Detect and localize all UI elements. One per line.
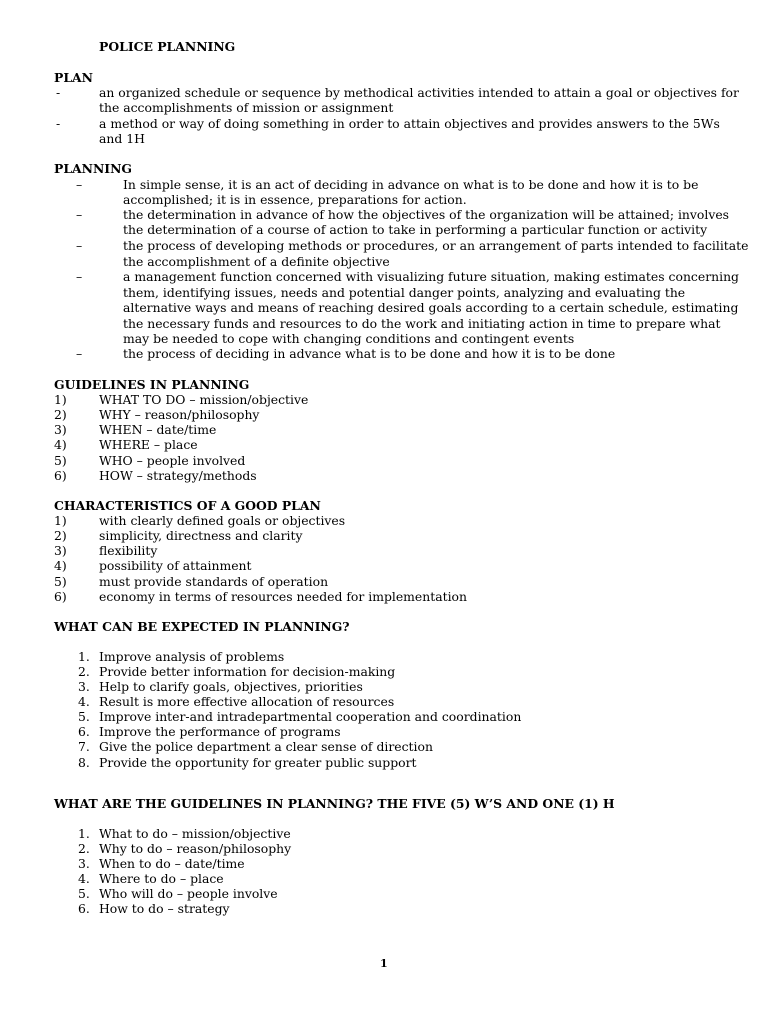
list-number: 5) (54, 453, 67, 468)
list-item: What to do – mission/objective (99, 826, 291, 841)
list-number: 4. (78, 871, 90, 886)
guidelines-heading: GUIDELINES IN PLANNING (54, 377, 250, 392)
list-number: 6. (78, 901, 90, 916)
list-item: WHAT TO DO – mission/objective (99, 392, 309, 407)
page-title: POLICE PLANNING (99, 39, 236, 54)
list-number: 2. (78, 664, 90, 679)
list-number: 6. (78, 724, 90, 739)
planning-item-line: In simple sense, it is an act of deciding in advance on what is to be done and how it is to be (123, 177, 699, 192)
planning-item-line: the process of deciding in advance what is to be done and how it is to be done (123, 346, 616, 361)
list-item: Provide the opportunity for greater public support (99, 755, 417, 770)
list-number: 5. (78, 886, 90, 901)
list-item: How to do – strategy (99, 901, 230, 916)
list-item: Why to do – reason/philosophy (99, 841, 292, 856)
plan-item-line: a method or way of doing something in order to attain objectives and provides answers to the 5Ws (99, 116, 720, 131)
list-item: Give the police department a clear sense of direction (99, 739, 433, 754)
list-number: 8. (78, 755, 90, 770)
list-number: 7. (78, 739, 90, 754)
list-item: Improve the performance of programs (99, 724, 341, 739)
list-item: WHERE – place (99, 437, 198, 452)
list-item: flexibility (99, 543, 158, 558)
planning-item-line: them, identifying issues, needs and potential danger points, analyzing and evaluating the (123, 285, 686, 300)
list-item: possibility of attainment (99, 558, 252, 573)
list-item: economy in terms of resources needed for implementation (99, 589, 467, 604)
five-ws-heading: WHAT ARE THE GUIDELINES IN PLANNING? THE FIVE (5) W’S AND ONE (1) H (54, 796, 615, 811)
list-number: 4. (78, 694, 90, 709)
plan-item-line: and 1H (99, 131, 145, 146)
list-number: 3. (78, 856, 90, 871)
list-item: Result is more effective allocation of resources (99, 694, 395, 709)
list-item: Improve analysis of problems (99, 649, 285, 664)
planning-item-marker: – (76, 207, 83, 222)
list-item: Help to clarify goals, objectives, priorities (99, 679, 363, 694)
list-number: 3. (78, 679, 90, 694)
list-item: Improve inter-and intradepartmental cooperation and coordination (99, 709, 522, 724)
planning-item-line: the process of developing methods or procedures, or an arrangement of parts intended to facilitate (123, 238, 749, 253)
list-number: 1) (54, 392, 67, 407)
list-item: Who will do – people involve (99, 886, 278, 901)
planning-item-marker: – (76, 238, 83, 253)
plan-item-marker: - (56, 85, 61, 100)
list-number: 1. (78, 826, 90, 841)
plan-heading: PLAN (54, 70, 93, 85)
list-item: WHO – people involved (99, 453, 246, 468)
list-item: simplicity, directness and clarity (99, 528, 303, 543)
expected-heading: WHAT CAN BE EXPECTED IN PLANNING? (54, 619, 350, 634)
list-item: Where to do – place (99, 871, 224, 886)
list-item: with clearly defined goals or objectives (99, 513, 346, 528)
planning-item-line: the accomplishment of a definite objective (123, 254, 390, 269)
planning-item-line: may be needed to cope with changing conditions and contingent events (123, 331, 575, 346)
plan-item-line: the accomplishments of mission or assignment (99, 100, 394, 115)
planning-heading: PLANNING (54, 161, 132, 176)
list-number: 4) (54, 437, 67, 452)
page-number: 1 (380, 957, 388, 970)
list-item: When to do – date/time (99, 856, 245, 871)
list-item: must provide standards of operation (99, 574, 329, 589)
planning-item-marker: – (76, 177, 83, 192)
list-number: 2) (54, 528, 67, 543)
planning-item-line: a management function concerned with visualizing future situation, making estimates concerning (123, 269, 739, 284)
list-number: 2. (78, 841, 90, 856)
plan-item-line: an organized schedule or sequence by methodical activities intended to attain a goal or objectives for (99, 85, 739, 100)
list-number: 2) (54, 407, 67, 422)
list-number: 6) (54, 468, 67, 483)
list-number: 5. (78, 709, 90, 724)
list-number: 3) (54, 543, 67, 558)
planning-item-line: accomplished; it is in essence, preparations for action. (123, 192, 467, 207)
list-number: 1. (78, 649, 90, 664)
list-number: 6) (54, 589, 67, 604)
list-item: WHY – reason/philosophy (99, 407, 260, 422)
list-item: HOW – strategy/methods (99, 468, 257, 483)
list-number: 1) (54, 513, 67, 528)
list-item: Provide better information for decision-making (99, 664, 396, 679)
planning-item-line: alternative ways and means of reaching desired goals according to a certain schedule, estimating (123, 300, 739, 315)
plan-item-marker: - (56, 116, 61, 131)
planning-item-marker: – (76, 269, 83, 284)
planning-item-marker: – (76, 346, 83, 361)
list-number: 5) (54, 574, 67, 589)
planning-item-line: the determination of a course of action to take in performing a particular function or activity (123, 222, 708, 237)
planning-item-line: the determination in advance of how the objectives of the organization will be attained; involves (123, 207, 730, 222)
planning-item-line: the necessary funds and resources to do the work and initiating action in time to prepare what (123, 316, 721, 331)
list-number: 4) (54, 558, 67, 573)
characteristics-heading: CHARACTERISTICS OF A GOOD PLAN (54, 498, 321, 513)
list-item: WHEN – date/time (99, 422, 217, 437)
list-number: 3) (54, 422, 67, 437)
